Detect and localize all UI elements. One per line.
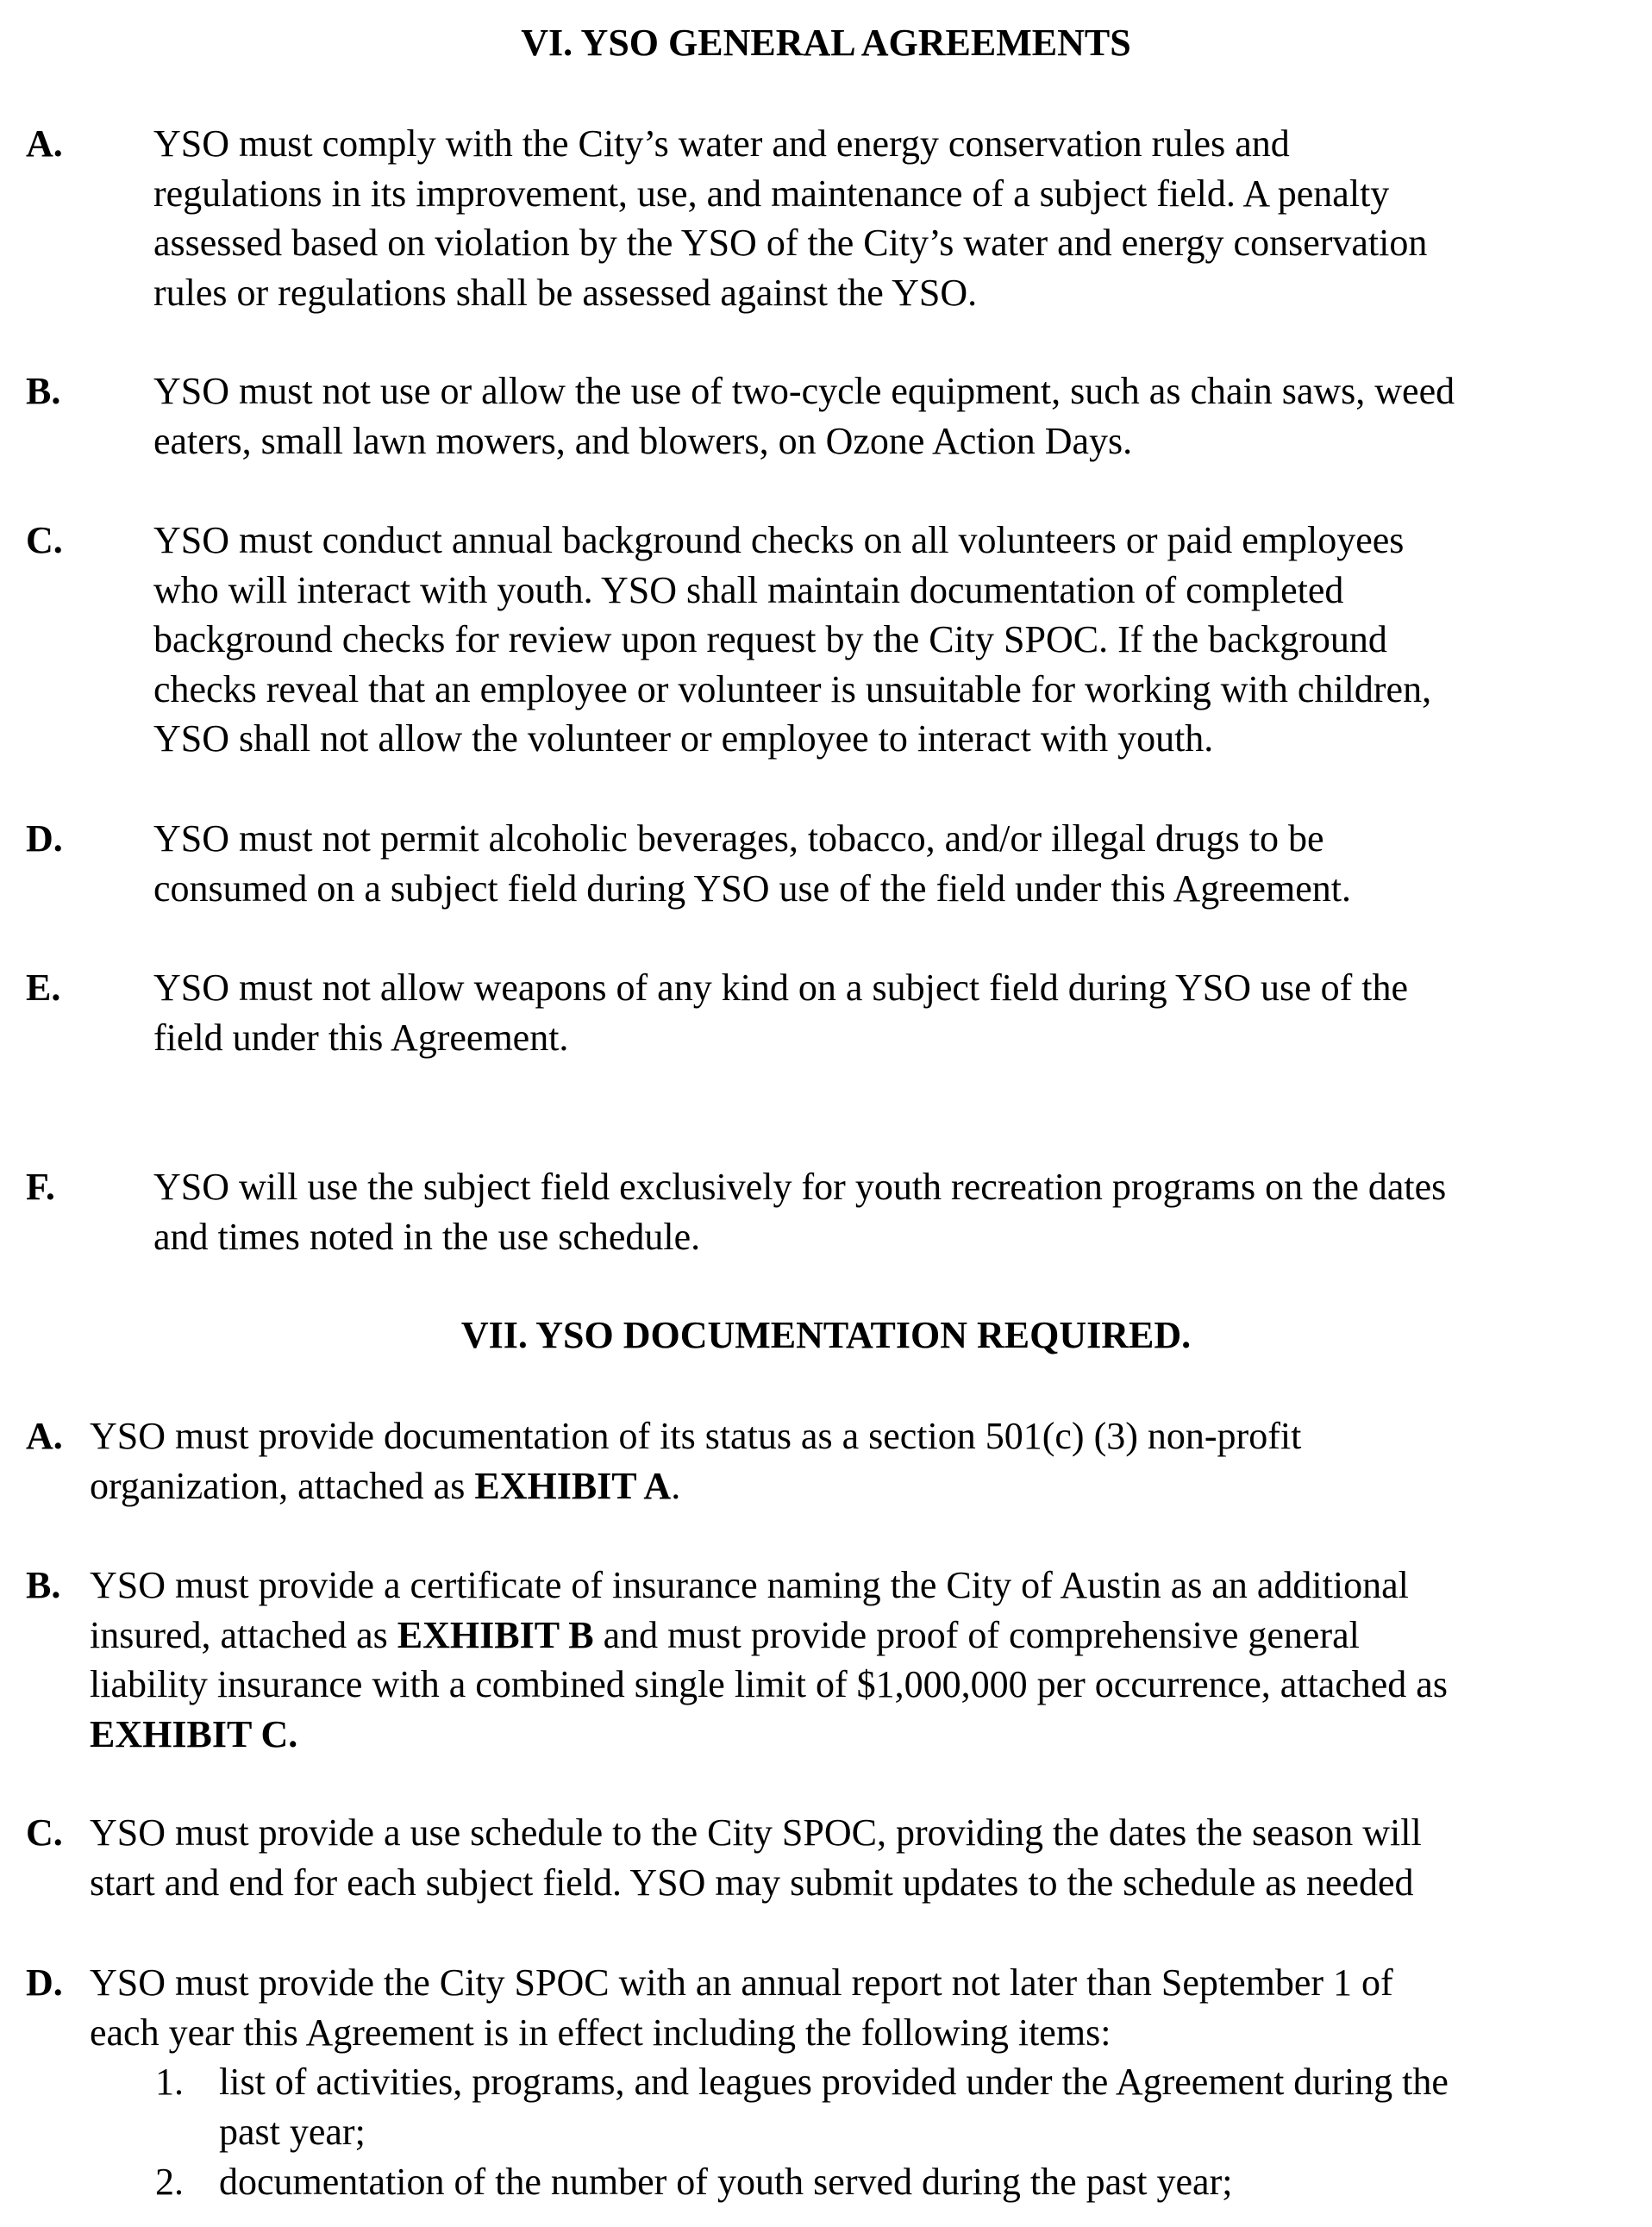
text-line: YSO must comply with the City’s water and energy conservation rules and bbox=[153, 122, 1290, 165]
text-line: liability insurance with a combined single limit of $1,000,000 per occurrence, attached as bbox=[90, 1663, 1448, 1705]
list-item-text bbox=[219, 2057, 1449, 2156]
text-line: who will interact with youth. YSO shall maintain documentation of completed bbox=[153, 568, 1344, 611]
text-line: YSO must provide documentation of its status as a section 501(c) (3) non-profit bbox=[90, 1415, 1302, 1457]
section-6-item-e bbox=[26, 963, 1638, 1067]
text-line: each year this Agreement is in effect including the following items: bbox=[90, 2011, 1111, 2054]
item-text bbox=[90, 1808, 1422, 1907]
exhibit-c-reference: EXHIBIT C. bbox=[90, 1712, 298, 1755]
list-item-number: 2. bbox=[155, 2161, 184, 2203]
text-line: rules or regulations shall be assessed against the YSO. bbox=[153, 271, 978, 314]
item-letter: B. bbox=[26, 370, 61, 412]
item-text bbox=[90, 1561, 1448, 1759]
text-run: . bbox=[671, 1464, 681, 1507]
text-line: background checks for review upon request by the City SPOC. If the background bbox=[153, 618, 1387, 660]
item-text bbox=[153, 814, 1351, 913]
item-letter: C. bbox=[26, 519, 63, 561]
item-letter: A. bbox=[26, 1415, 63, 1457]
text-line: YSO must not use or allow the use of two-cycle equipment, such as chain saws, weed bbox=[153, 370, 1455, 412]
item-text bbox=[153, 119, 1427, 317]
section-6-item-f bbox=[26, 1162, 1638, 1266]
item-text bbox=[153, 366, 1455, 466]
text-line: start and end for each subject field. YSO may submit updates to the schedule as needed bbox=[90, 1861, 1414, 1904]
text-line: YSO must provide a use schedule to the City SPOC, providing the dates the season will bbox=[90, 1811, 1422, 1854]
text-line: regulations in its improvement, use, and maintenance of a subject field. A penalty bbox=[153, 172, 1390, 215]
text-line: YSO must not permit alcoholic beverages, tobacco, and/or illegal drugs to be bbox=[153, 817, 1324, 860]
item-letter: D. bbox=[26, 1961, 63, 2004]
text-line: assessed based on violation by the YSO of the City’s water and energy conservation bbox=[153, 222, 1428, 264]
section-6-item-c bbox=[26, 516, 1638, 770]
list-item bbox=[155, 2057, 1638, 2161]
text-line: list of activities, programs, and leagues provided under the Agreement during the bbox=[219, 2061, 1449, 2103]
section-7-heading: VII. YSO DOCUMENTATION REQUIRED. bbox=[460, 1314, 1192, 1356]
item-letter: D. bbox=[26, 817, 63, 860]
text-line: YSO shall not allow the volunteer or employee to interact with youth. bbox=[153, 717, 1214, 760]
section-7-item-c bbox=[26, 1808, 1638, 1911]
text-run: insured, attached as bbox=[90, 1613, 397, 1656]
section-6-item-b bbox=[26, 366, 1638, 470]
item-letter: A. bbox=[26, 122, 63, 165]
item-text bbox=[90, 1958, 1393, 2057]
text-line: field under this Agreement. bbox=[153, 1016, 569, 1059]
text-line: YSO must provide a certificate of insurance naming the City of Austin as an additional bbox=[90, 1564, 1409, 1606]
item-text bbox=[153, 516, 1431, 764]
text-line: YSO will use the subject field exclusively for youth recreation programs on the dates bbox=[153, 1166, 1447, 1208]
exhibit-a-reference: EXHIBIT A bbox=[474, 1464, 672, 1507]
text-line: consumed on a subject field during YSO use of the field under this Agreement. bbox=[153, 866, 1351, 910]
text-line: documentation of the number of youth served during the past year; bbox=[219, 2161, 1233, 2203]
text-line: past year; bbox=[219, 2110, 366, 2153]
text-run: organization, attached as bbox=[90, 1464, 475, 1507]
text-line bbox=[90, 1710, 1448, 1760]
text-line: and times noted in the use schedule. bbox=[153, 1215, 701, 1258]
section-7-item-b bbox=[26, 1561, 1638, 1763]
section-6-item-a bbox=[26, 119, 1638, 322]
item-letter: B. bbox=[26, 1564, 61, 1606]
list-item bbox=[155, 2157, 1638, 2209]
item-letter: E. bbox=[26, 966, 61, 1009]
item-text bbox=[153, 963, 1408, 1062]
exhibit-b-reference: EXHIBIT B bbox=[397, 1613, 594, 1656]
item-text bbox=[90, 1411, 1301, 1511]
text-line: YSO must provide the City SPOC with an annual report not later than September 1 of bbox=[90, 1961, 1393, 2004]
text-line: YSO must conduct annual background checks on all volunteers or paid employees bbox=[153, 519, 1405, 561]
text-run: and must provide proof of comprehensive general bbox=[593, 1613, 1360, 1656]
section-7-item-d bbox=[26, 1958, 1638, 2061]
item-letter: C. bbox=[26, 1811, 63, 1854]
section-6-heading: VI. YSO GENERAL AGREEMENTS bbox=[521, 22, 1131, 64]
text-line: YSO must not allow weapons of any kind on a subject field during YSO use of the bbox=[153, 966, 1409, 1009]
text-line: eaters, small lawn mowers, and blowers, on Ozone Action Days. bbox=[153, 419, 1133, 462]
item-text bbox=[153, 1162, 1446, 1261]
list-item-number: 1. bbox=[155, 2061, 184, 2103]
text-line bbox=[90, 1461, 1301, 1511]
section-7-item-a bbox=[26, 1411, 1638, 1515]
item-letter: F. bbox=[26, 1166, 55, 1208]
text-line: checks reveal that an employee or volunteer is unsuitable for working with children, bbox=[153, 667, 1432, 710]
list-item-text bbox=[219, 2157, 1232, 2207]
text-line bbox=[90, 1611, 1448, 1661]
section-6-item-d bbox=[26, 814, 1638, 917]
